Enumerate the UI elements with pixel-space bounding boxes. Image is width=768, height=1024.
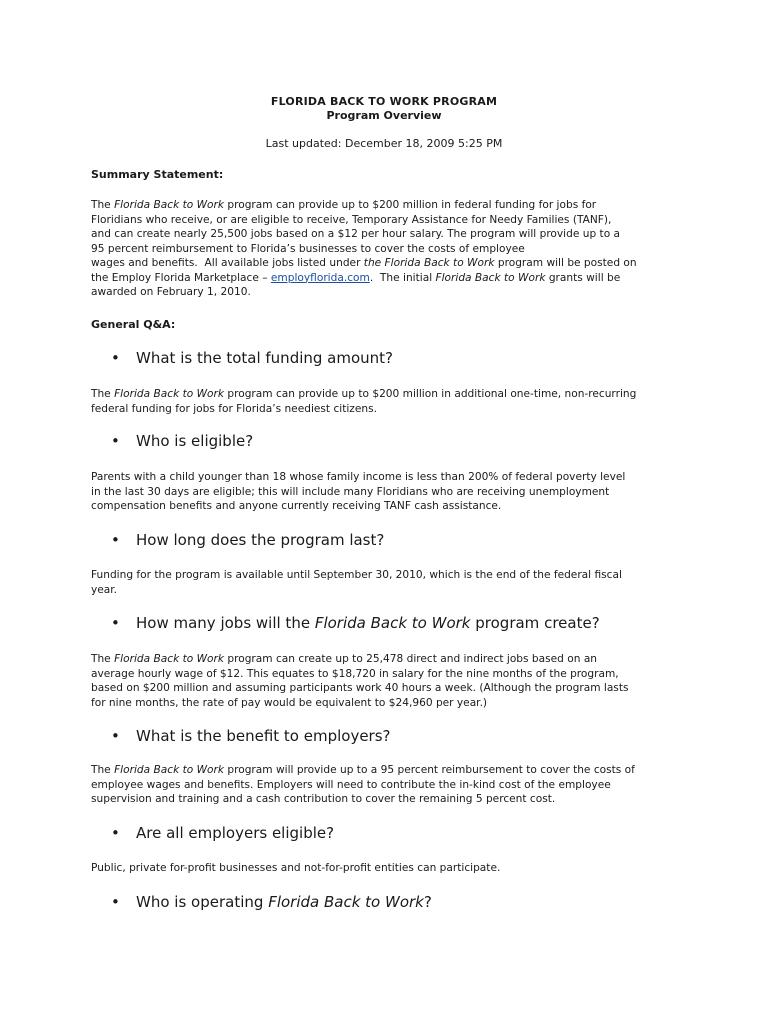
- bullet: •: [111, 893, 120, 911]
- summary-line: and can create nearly 25,500 jobs based on a $12 per hour salary. The program will provide up to a: [91, 228, 621, 240]
- answer-total-funding: The Florida Back to Work program can provide up to $200 million in additional one-time, non-recurring federal funding for jobs for Florida’s neediest citizens.: [91, 388, 637, 415]
- answer-employer-eligibility: Public, private for-profit businesses and not-for-profit entities can participate.: [91, 862, 501, 874]
- summary-line: 95 percent reimbursement to Florida’s businesses to cover the costs of employee: [91, 242, 525, 255]
- answer-program-length: Funding for the program is available until September 30, 2010, which is the end of the federal fiscal year.: [91, 569, 622, 596]
- answer-employer-benefit: The Florida Back to Work program will provide up to a 95 percent reimbursement to cover the costs of employee wages and benefits. Employers will need to contribute the in-kind cost of the employee supervision and training and a cash contribution to cover the remaining 5 percent cost.: [91, 764, 635, 805]
- bullet: •: [111, 727, 120, 745]
- summary-line: the Employ Florida Marketplace – employflorida.com. The initial Florida Back to Work grants will be: [91, 271, 621, 284]
- employflorida-link[interactable]: employflorida.com: [270, 271, 370, 284]
- summary-paragraph: [91, 198, 691, 300]
- question-operator: • Who is operating Florida Back to Work?: [91, 893, 691, 911]
- question-eligibility: • Who is eligible?: [91, 432, 691, 450]
- document-subtitle: Program Overview: [326, 109, 442, 122]
- summary-line: Floridians who receive, or are eligible to receive, Temporary Assistance for Needy Families (TANF),: [91, 213, 612, 226]
- bullet: •: [111, 349, 120, 367]
- summary-line: The Florida Back to Work program can provide up to $200 million in federal funding for jobs for: [91, 199, 597, 211]
- bullet: •: [111, 614, 120, 632]
- summary-line: wages and benefits. All available jobs listed under the Florida Back to Work program will be posted on: [91, 257, 637, 269]
- qa-heading: General Q&A:: [91, 318, 176, 331]
- summary-heading: Summary Statement:: [91, 168, 224, 181]
- last-updated: Last updated: December 18, 2009 5:25 PM: [265, 137, 503, 150]
- question-employer-eligibility: • Are all employers eligible?: [91, 824, 691, 842]
- bullet: •: [111, 824, 120, 842]
- answer-jobs-created: The Florida Back to Work program can create up to 25,478 direct and indirect jobs based on an average hourly wage of $12. This equates to $18,720 in salary for the nine months of the program, based on $200 million and assuming participants work 40 hours a week. (Although the program lasts for nine months, the rate of pay would be equivalent to $24,960 per year.): [91, 653, 629, 709]
- answer-eligibility: Parents with a child younger than 18 whose family income is less than 200% of federal poverty level in the last 30 days are eligible; this will include many Floridians who are receiving unemployment compensation benefits and anyone currently receiving TANF cash assistance.: [91, 471, 626, 512]
- question-program-length: • How long does the program last?: [91, 531, 691, 549]
- question-employer-benefit: • What is the benefit to employers?: [91, 727, 691, 745]
- bullet: •: [111, 531, 120, 549]
- document-title: FLORIDA BACK TO WORK PROGRAM: [270, 95, 498, 108]
- question-total-funding: • What is the total funding amount?: [91, 349, 691, 367]
- summary-line: awarded on February 1, 2010.: [91, 286, 251, 298]
- bullet: •: [111, 432, 120, 450]
- question-jobs-created: • How many jobs will the Florida Back to Work program create?: [91, 614, 691, 632]
